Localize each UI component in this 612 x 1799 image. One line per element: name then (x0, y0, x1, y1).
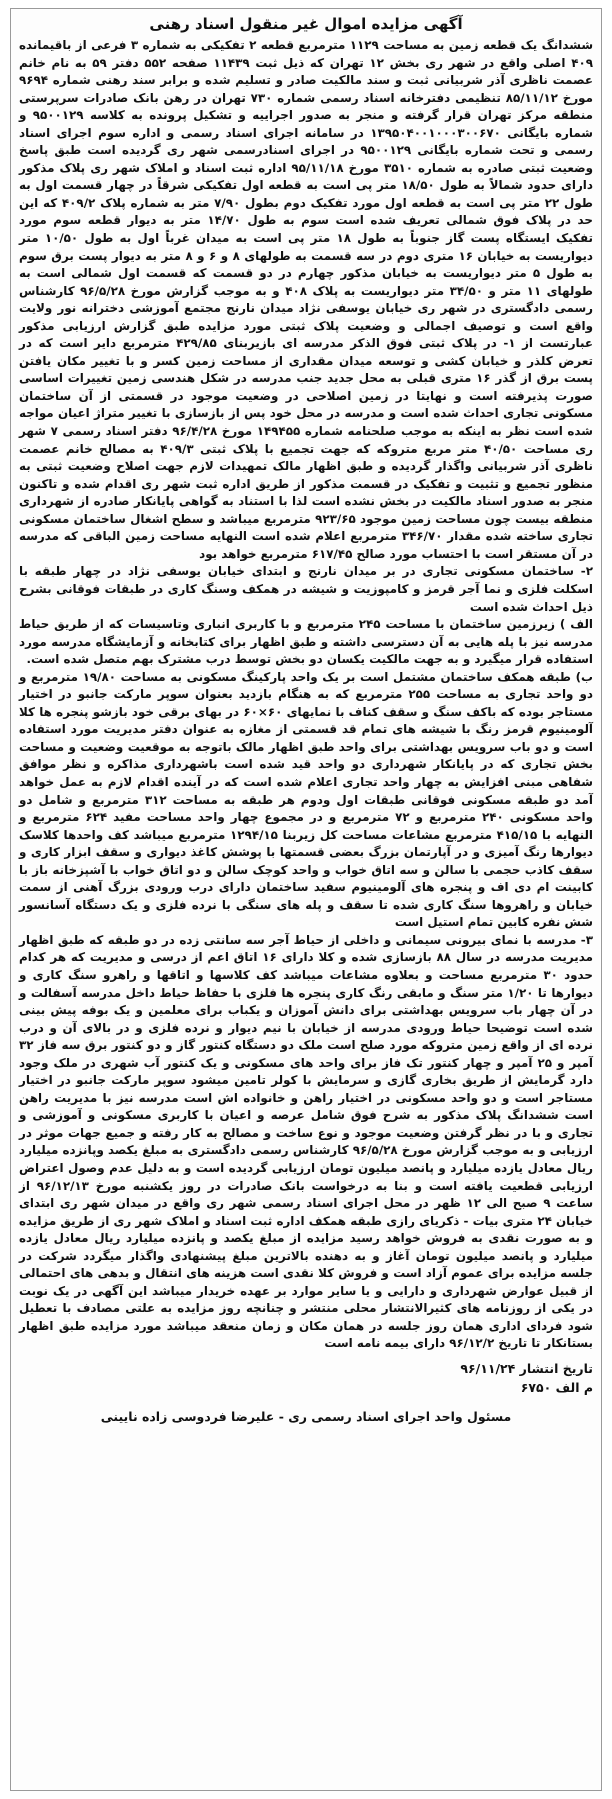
notice-footer (19, 1359, 593, 1426)
reference-code: م الف ۶۷۵۰ (520, 1380, 593, 1396)
notice-paragraph-1: ششدانگ یک قطعه زمین به مساحت ۱۱۲۹ مترمربع قطعه ۲ تفکیکی به شماره ۳ فرعی از باقیمانده ۴۰۹ اصلی واقع در شهر ری بخش ۱۲ تهران که ذیل ثبت ۱۱۴۳۹ صفحه ۵۵۲ دفتر ۵۹ به نام خانم عصمت ناظری آذر شربیانی ثبت و سند مالکیت صادر و تسلیم شده و برابر سند رهنی شماره ۹۶۹۴ مورخ ۸۵/۱۱/۱۲ تنظیمی دفترخانه اسناد رسمی شماره ۷۳۰ تهران در رهن بانک صادرات سرپرستی منطقه مرکز تهران قرار گرفته و منجر به صدور اجراییه و تشکیل پرونده به کلاسه ۹۵۰۰۱۲۹ و شماره بایگانی ۱۳۹۵۰۴۰۰۱۰۰۰۳۰۰۶۷۰ در سامانه اجرای اسناد رسمی و اداره سوم اجرای اسناد رسمی و تحت شماره بایگانی ۹۵۰۰۱۲۹ در اجرای اسنادرسمی شهر ری گردیده است طبق پاسخ وضعیت ثبتی صادره به شماره ۳۵۱۰ مورخ ۹۵/۱۱/۱۸ اداره ثبت اسناد و املاک شهر ری پلاک مذکور دارای حدود شمالاً به طول ۱۸/۵۰ متر پی است به قطعه اول تفکیکی شرقاً در چهار قسمت اول به طول ۲۲ متر پی است به قطعه اول مورد تفکیک دوم بطول ۷/۹۰ متر به شماره پلاک ۴۰۹/۲ که این حد در پلاک فوق شمالی تعریف شده است سوم به طول ۱۴/۷۰ متر به دیوار قطعه سوم مورد تفکیک ایستگاه پست گاز جنوباً به طول ۱۸ متر پی است به میدان غرباً اول به طول ۱۰/۵۰ متر دیواریست به خیابان ۱۶ متری دوم در سه قسمت به طولهای ۸ و ۶ و ۸ متر به دیوار پست برق سوم به طول ۵ متر دیواریست به خیابان مذکور چهارم در دو قسمت که قسمت اول شمالی است به طولهای ۱۱ متر و ۳۴/۵۰ متر دیواریست به پلاک ۴۰۸ و به موجب گزارش مورخ ۹۶/۵/۲۸ کارشناس رسمی دادگستری در شهر ری خیابان یوسفی نژاد میدان نارنج مجتمع آموزشی دخترانه نور ولایت واقع است و توصیف اجمالی و وضعیت پلاک ثبتی مورد مزایده طبق گزارش ارزیابی مذکور عبارتست از ۱- در پلاک ثبتی فوق الذکر مدرسه ای بازیربنای ۴۲۹/۸۵ مترمربع دایر است که در تعرض کلذر و خیابان کشی و توسعه میدان مقداری از مساحت زمین کسر و با تغییر مکان یافتن پست برق از گذر ۱۶ متری قبلی به محل جدید جنب مدرسه در شکل هندسی زمین تغییرات اساسی صورت پذیرفته است و نهایتا در زمین اصلاحی در وضعیت موجود در قسمتی از آن ساختمان مسکونی تجاری احداث شده است و مدرسه در محل خود پس از بازسازی با تغییر متراژ اعیان مواجه شده است نظر به اینکه به موجب صلحنامه شماره ۱۴۹۴۵۵ مورخ ۹۶/۴/۲۸ دفتر اسناد رسمی ۷ شهر ری مساحت ۴۰/۵۰ متر مربع متروکه که جهت تجمیع با پلاک ثبتی ۴۰۹/۳ به مصالح خانم عصمت ناظری آذر شربیانی واگذار گردیده و طبق اظهار مالک تمهیدات لازم جهت اصلاح وضعیت ثبتی به منظور تجمیع و تثبیت و تفکیک در قسمت مذکور از طریق اداره ثبت شهر ری اقدام شده و تاکنون منجر به صدور اسناد مالکیت در بخش نشده است لذا با استناد به گواهی پایانکار صادره از شهرداری منطقه بیست چون مساحت زمین موجود ۹۲۳/۶۵ مترمربع میباشد و سطح اشغال ساختمان مسکونی تجاری ساخته شده مقدار ۳۴۶/۷۰ مترمربع اعلام شده است النهایه مساحت زمین الباقی که مدرسه در آن مستقر است با احتساب مورد صالح ۶۱۷/۴۵ مترمربع خواهد بود (19, 38, 594, 561)
notice-paragraph-3: الف ) زیرزمین ساختمان با مساحت ۲۴۵ مترمربع و با کاربری انباری وتاسیسات که از طریق حیاط مدرسه نیز با پله هایی به آن دسترسی داشته و طبق اظهار برای کتابخانه و آزمایشگاه مدرسه مورد استفاده قرار میگیرد و به جهت مالکیت یکسان دو بخش توسط درب مشترک بهم متصل شده است. (19, 617, 593, 667)
notice-paragraph-4: ب) طبقه همکف ساختمان مشتمل است بر یک واحد پارکینگ مسکونی به مساحت ۱۹/۸۰ مترمربع و دو واحد تجاری به مساحت ۲۵۵ مترمربع که به هنگام بازدید بعنوان سوپر مارکت جانبو در اختیار مستاجر بوده که باکف سنگ و سقف کناف با نمایهای ۶۰×۶۰ در بهای برقی خود بازشو پنجره ها کلا آلومینیوم قرمز رنگ با شیشه های تمام قد قسمتی از مغازه به عنوان دفتر مدیریت مورد استفاده است و دو باب سرویس بهداشتی برای واحد طبق اظهار مالک باتوجه به موقعیت وضعیت و مساحت بخش تجاری که در پایانکار شهرداری دو واحد قید شده است باشهرداری مذاکره و نظر موافق شفاهی مبنی افزایش به چهار واحد تجاری اعلام شده است که در آینده اقدام لازم به عمل خواهد آمد دو طبقه مسکونی فوقانی طبقات اول ودوم هر طبقه به مساحت ۳۱۲ مترمربع و شامل دو واحد مسکونی ۲۴۰ مترمربع و ۷۲ مترمربع و در مجموع چهار واحد مساحت مفید ۶۲۴ مترمربع و النهایه با ۴۱۵/۱۵ مترمربع مشاعات مساحت کل زیربنا ۱۲۹۴/۱۵ مترمربع میباشد کف واحدها کلاسک دیوارها رنگ آمیزی و در آپارتمان بزرگ بعضی قسمتها با پوشش کاغذ دیواری و سقف ابزار کاری و سقف کاذب حجمی با سالن و سه اتاق خواب و واحد کوچک سالن و دو اتاق خواب با آشپزخانه باز با کابینت ام دی اف و پنجره های آلومینیوم سفید ساختمان دارای درب ورودی بزرگ آهنی از سمت خیابان و راهروها سنگ کاری شده تا سقف و پله های سنگی با نرده فلزی و یک دستگاه آسانسور شش نفره کابین تمام استیل است (19, 669, 593, 930)
publish-date: تاریخ انتشار ۹۶/۱۱/۲۴ (460, 1361, 593, 1377)
signature-line: مسئول واحد اجرای اسناد رسمی ری - علیرضا فردوسی زاده نایینی (100, 1409, 512, 1425)
notice-body (19, 37, 593, 1353)
notice-title: آگهی مزایده اموال غیر منقول اسناد رهنی (149, 15, 463, 33)
auction-notice (10, 8, 602, 1791)
notice-paragraph-2: ۲- ساختمان مسکونی تجاری در بر میدان نارنج و ابتدای خیابان یوسفی نژاد در چهار طبقه با اسکلت فلزی و نما آجر قرمز و کامپوزیت و شیشه در همکف وسنگ کاری در طبقات فوقانی بشرح ذیل احداث شده است (19, 564, 593, 614)
notice-paragraph-5: ۳- مدرسه با نمای بیرونی سیمانی و داخلی از حیاط آجر سه سانتی زده در دو طبقه که طبق اظهار مدیریت مدرسه در سال ۸۸ بازسازی شده و کلا دارای ۱۶ اتاق اعم از درسی و مدیریت که هر کدام حدود ۳۰ مترمربع مساحت و بعلاوه مشاعات میباشد کف کلاسها و اتاقها و راهرو سنگ کاری و دیوارها تا ۱/۲۰ متر سنگ و مابقی رنگ کاری پنجره ها فلزی با حفاظ حیاط داخل مدرسه آسفالت و در آن چهار باب سرویس بهداشتی برای دانش آموزان و یکباب برای معلمین و یک بوفه پیش بینی شده است توضیحا حیاط ورودی مدرسه از خیابان با نیم دیوار و نرده فلزی و در بالای آن و درب نرده ای از واقع زمین متروکه مورد صلح است ملک دو دستگاه کنتور گاز و دو کنتور برق سه فاز ۳۲ آمپر و ۲۵ آمپر و چهار کنتور تک فاز برای واحد های مسکونی و یک کنتور آب شهری در ملک وجود دارد گرمایش از طریق بخاری گازی و سرمایش با کولر تامین میشود سوپر مارکت جانبو در اختیار مستاجر است و دو واحد مسکونی در اختیار راهن و خانواده اش است مدرسه نیز با مدیریت راهن است ششدانگ پلاک مذکور به شرح فوق شامل عرصه و اعیان با کاربری مسکونی و آموزشی و تجاری و با در نظر گرفتن وضعیت موجود و نوع ساخت و مصالح به کار رفته و جمیع جهات موثر در ارزیابی و به موجب گزارش مورخ ۹۶/۵/۲۸ کارشناس رسمی دادگستری به مبلغ یکصد وپانزده میلیارد ریال معادل یازده میلیارد و پانصد میلیون تومان ارزیابی گردیده است و به دلیل عدم وصول اعتراض ارزیابی قطعیت یافته است و بنا به درخواست بانک صادرات در روز یکشنبه مورخ ۹۶/۱۲/۱۳ از ساعت ۹ صبح الی ۱۲ ظهر در محل اجرای اسناد رسمی شهر ری واقع در میدان شهر ری ابتدای خیابان ۲۴ متری بیات - ذکریای رازی طبقه همکف اداره ثبت اسناد و املاک شهر ری از طریق مزایده و به صورت نقدی به فروش خواهد رسید مزایده از مبلغ یکصد و پانزده میلیارد ریال معادل یازده میلیارد و پانصد میلیون تومان آغاز و به دهنده بالاترین مبلغ پیشنهادی واگذار میگردد شرکت در جلسه مزایده برای عموم آزاد است و فروش کلا نقدی است هزینه های انتقال و بدهی های احتمالی از قبیل عوارض شهرداری و دارایی و یا سایر موارد بر عهده خریدار میباشد این آگهی در یک نوبت در یکی از روزنامه های کثیرالانتشار محلی منتشر و چنانچه روز مزایده به علتی مصادف با تعطیل شود فردای اداری همان روز جلسه در همان مکان و زمان منعقد میباشد مورد مزایده طبق اظهار بستانکار تا تاریخ ۹۶/۱۲/۲ دارای بیمه نامه است (19, 932, 594, 1351)
